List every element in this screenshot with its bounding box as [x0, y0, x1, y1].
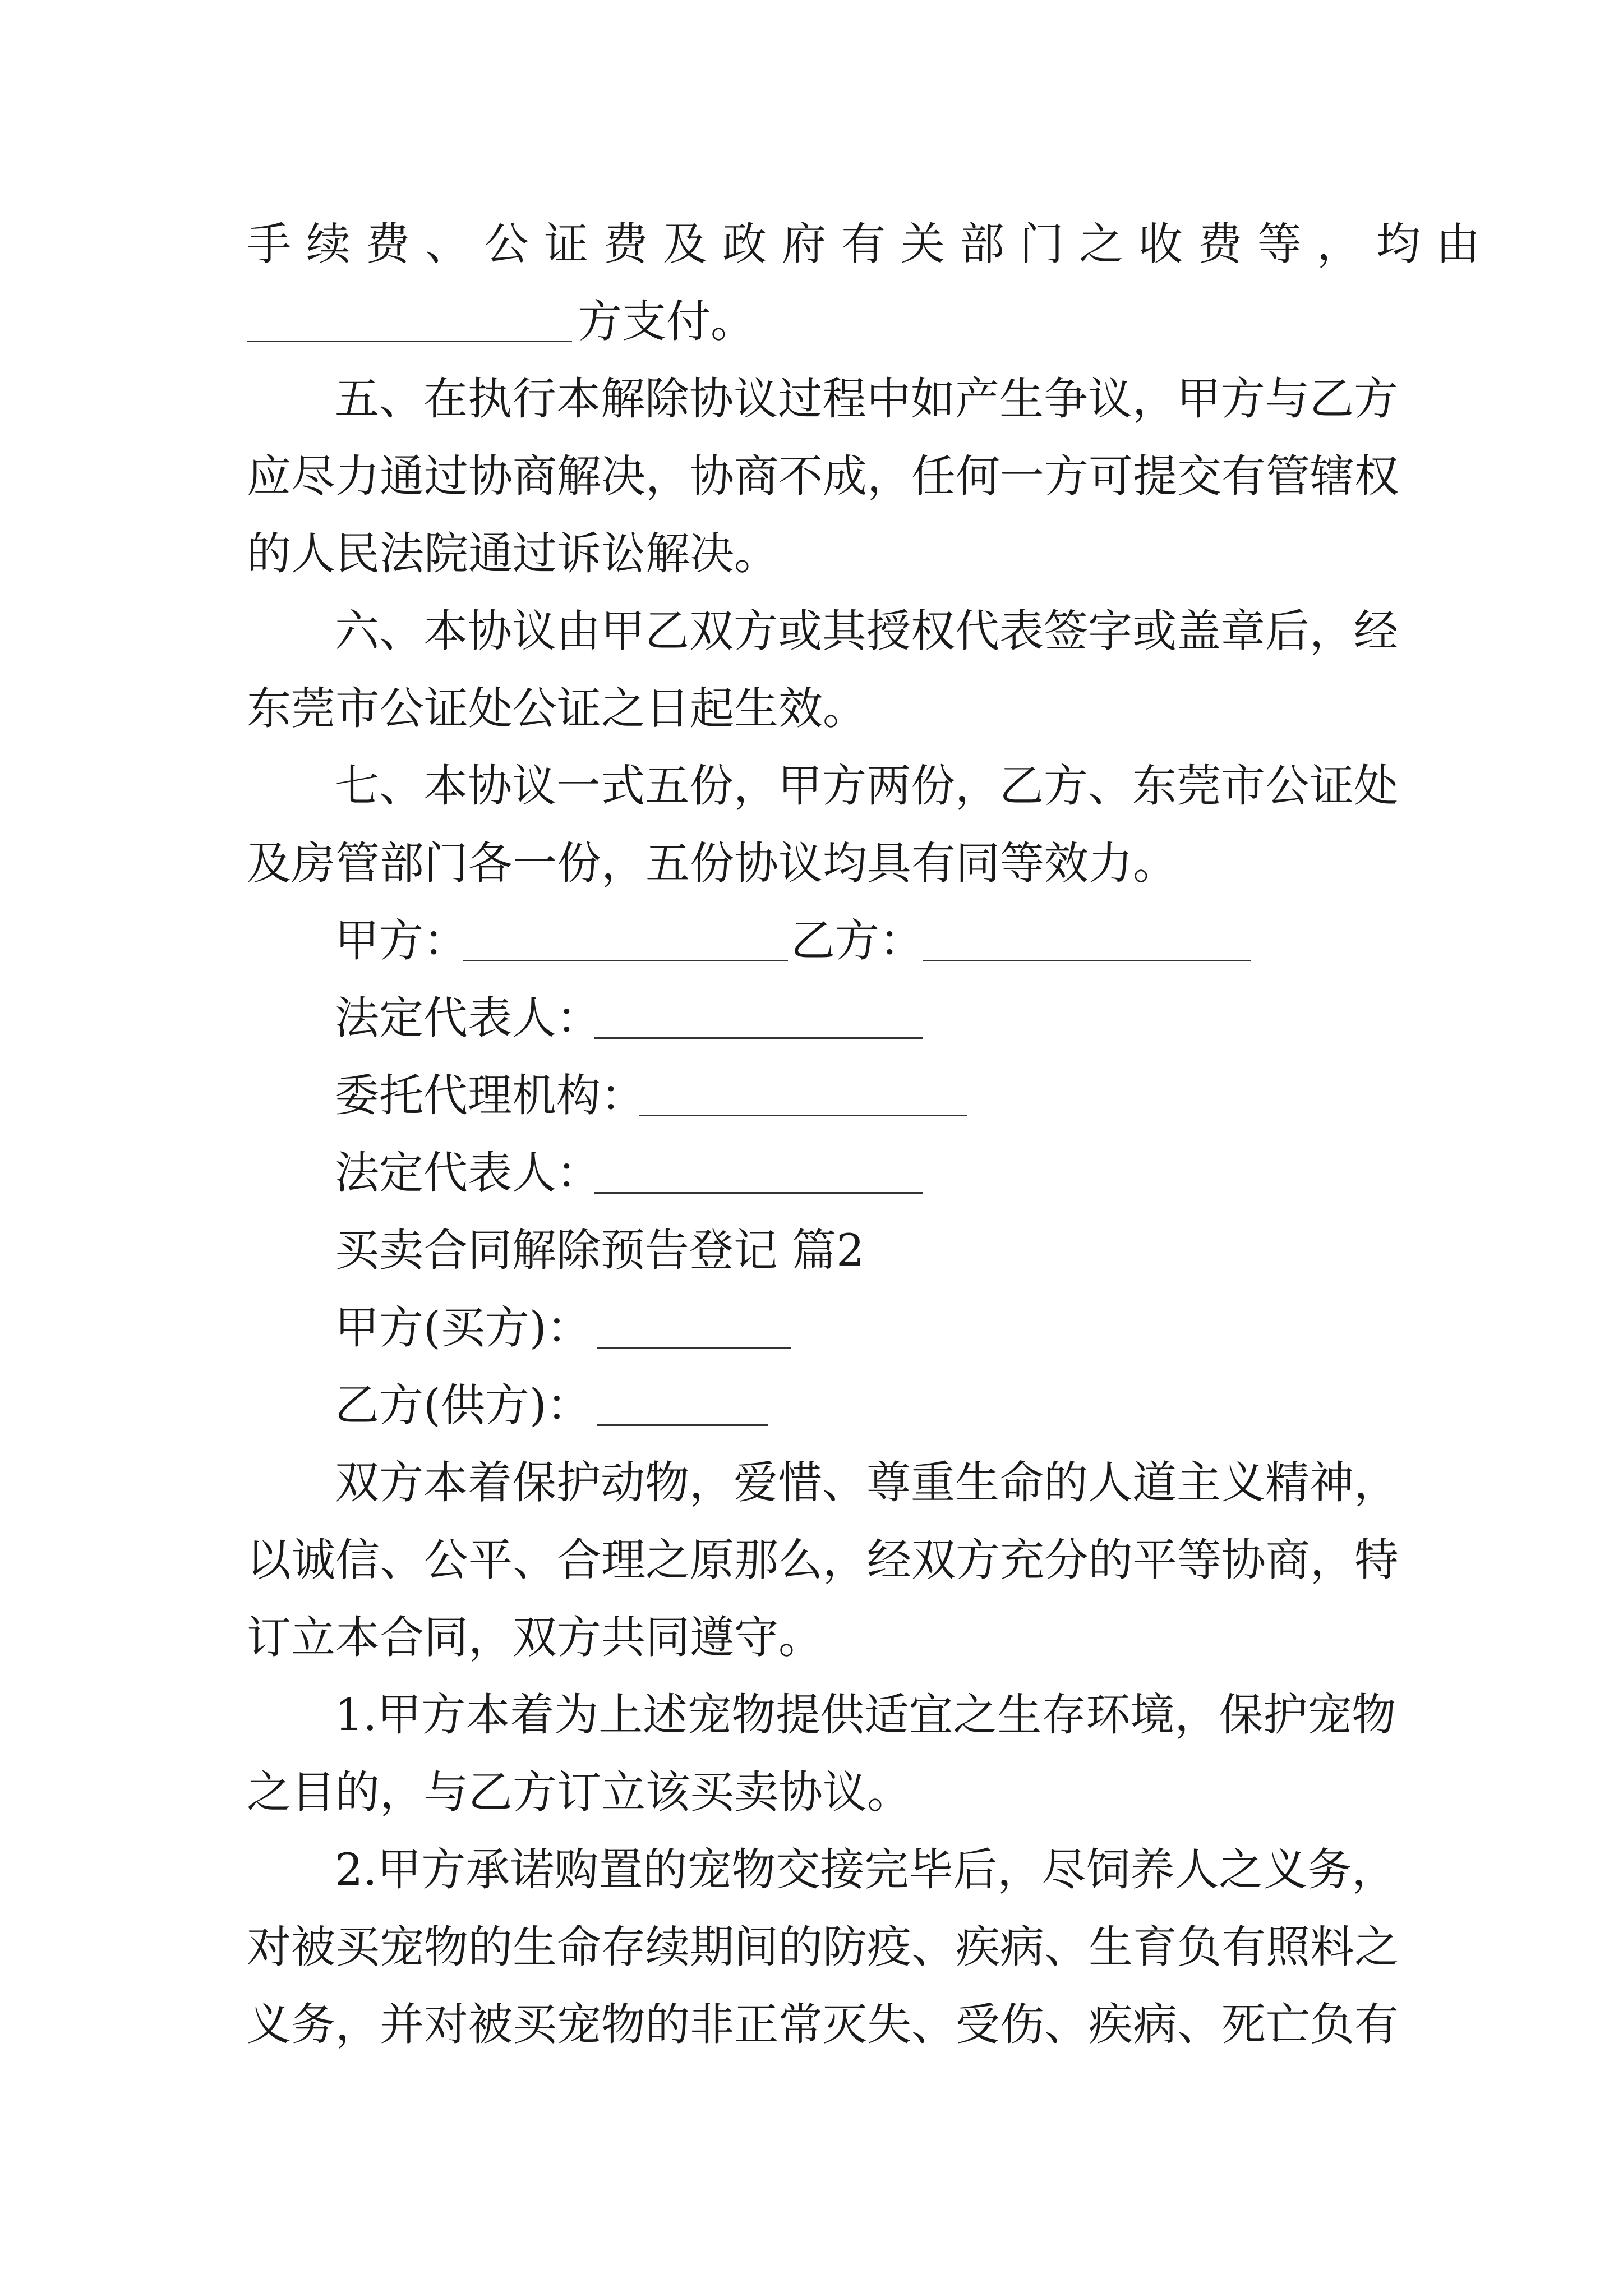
text-line: 五、在执行本解除协议过程中如产生争议，甲方与乙方 — [335, 373, 1398, 425]
text-line: 七、本协议一式五份，甲方两份，乙方、东莞市公证处 — [335, 760, 1398, 812]
paragraph-line — [0, 1842, 1623, 1898]
text-line: 东莞市公证处公证之日起生效。 — [247, 683, 867, 734]
fill-in-blank — [594, 1192, 923, 1194]
fill-in-blank — [597, 1424, 768, 1426]
text-line: 1.甲方本着为上述宠物提供适宜之生存环境，保护宠物 — [335, 1689, 1396, 1741]
paragraph-line — [0, 835, 1623, 891]
paragraph-line — [0, 680, 1623, 737]
paragraph-line — [0, 1996, 1623, 2053]
heading-text: 买卖合同解除预告登记 篇2 — [335, 1225, 865, 1276]
text-line: 对被买宠物的生命存续期间的防疫、疾病、生育负有照料之 — [247, 1921, 1399, 1973]
fill-in-blank — [594, 1037, 923, 1039]
fill-in-blank — [247, 341, 572, 342]
text-line: 2.甲方承诺购置的宠物交接完毕后，尽饲养人之义务， — [335, 1844, 1396, 1895]
party-a-label: 甲方： — [335, 915, 468, 967]
text-line: 手续费、公证费及政府有关部门之收费等，均由 — [247, 218, 1495, 270]
paragraph-line — [0, 1919, 1623, 1975]
paragraph-line — [0, 1609, 1623, 1665]
signature-line — [0, 1300, 1623, 1356]
text-line: 义务，并对被买宠物的非正常灭失、受伤、疾病、死亡负有 — [247, 1999, 1399, 2050]
fill-in-blank — [923, 960, 1251, 961]
text-line: 订立本合同，双方共同遵守。 — [247, 1612, 823, 1663]
agency-label: 委托代理机构： — [335, 1070, 645, 1121]
paragraph-line — [0, 216, 1623, 272]
paragraph-line — [0, 603, 1623, 659]
signature-line — [0, 990, 1623, 1046]
signature-line — [0, 1377, 1623, 1433]
signature-line — [0, 1145, 1623, 1201]
party-b-label: 乙方： — [791, 915, 924, 967]
legal-rep-label: 法定代表人： — [335, 1147, 601, 1199]
text-line: 应尽力通过协商解决，协商不成，任何一方可提交有管辖权 — [247, 450, 1399, 502]
paragraph-line — [0, 371, 1623, 427]
paragraph-line — [0, 293, 1623, 349]
paragraph-line — [0, 1532, 1623, 1588]
paragraph-line — [0, 526, 1623, 582]
text-line: 以诚信、公平、合理之原那么，经双方充分的平等协商，特 — [247, 1534, 1399, 1586]
text-line: 双方本着保护动物，爱惜、尊重生命的人道主义精神， — [335, 1457, 1398, 1508]
section-heading — [0, 1222, 1623, 1278]
fill-in-blank — [639, 1115, 967, 1116]
paragraph-line — [0, 448, 1623, 504]
signature-line — [0, 1068, 1623, 1124]
text-line: 六、本协议由甲乙双方或其授权代表签字或盖章后，经 — [335, 605, 1398, 657]
signature-line — [0, 913, 1623, 969]
text-line: 的人民法院通过诉讼解决。 — [247, 528, 778, 579]
buyer-label: 甲方(买方)： — [335, 1302, 591, 1354]
text-line: 及房管部门各一份，五份协议均具有同等效力。 — [247, 838, 1177, 889]
text-line: 之目的，与乙方订立该买卖协议。 — [247, 1766, 911, 1818]
supplier-label: 乙方(供方)： — [335, 1379, 591, 1431]
fill-in-blank — [597, 1347, 791, 1349]
fill-in-blank — [463, 960, 788, 961]
paragraph-line — [0, 1764, 1623, 1820]
paragraph-line — [0, 758, 1623, 814]
text-line: 方支付。 — [578, 296, 755, 347]
paragraph-line — [0, 1455, 1623, 1511]
legal-rep-label: 法定代表人： — [335, 992, 601, 1044]
paragraph-line — [0, 1687, 1623, 1743]
